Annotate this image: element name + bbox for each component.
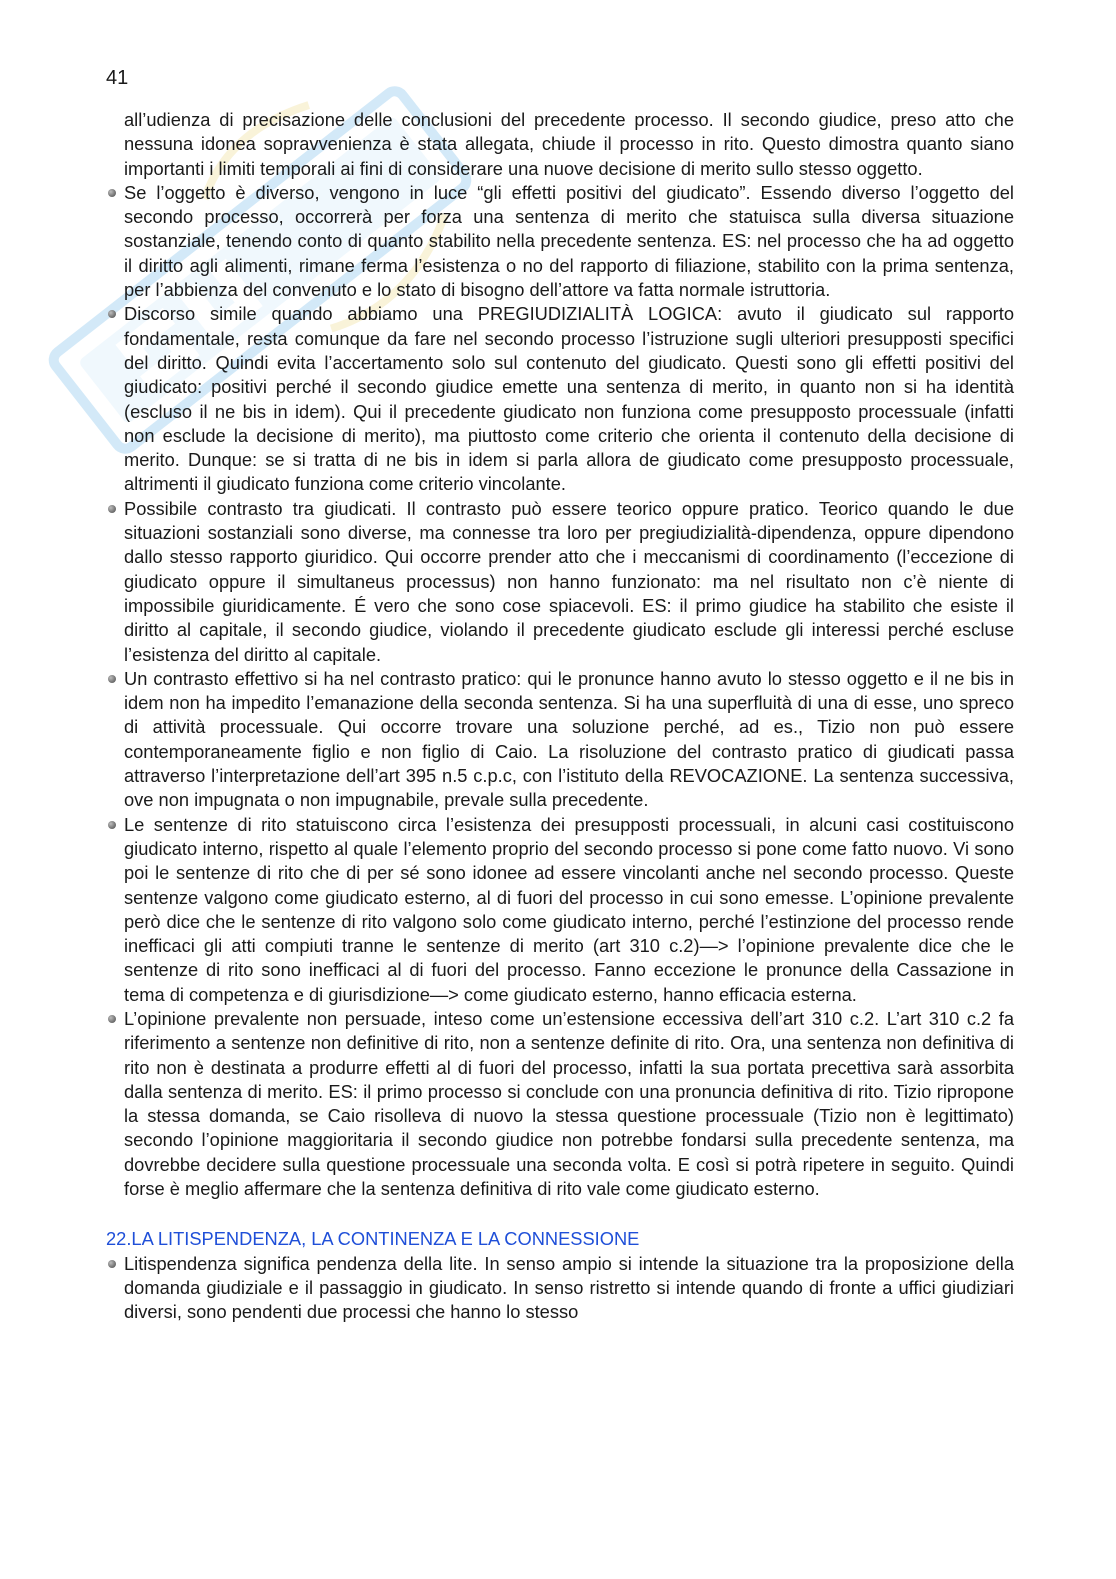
bullet-text: Discorso simile quando abbiamo una PREGIUDIZIALITÀ LOGICA: avuto il giudicato sul rapporto fondamentale, resta comunque da fare nel secondo processo l’istruzione sugli ulteriori presupposti specifici del diritto. Quindi evita l’accertamento solo sul contenuto del giudicato. Questi sono gli effetti positivi del giudicato: positivi perché il secondo giudice emette una sentenza di merito, in quanto non si ha identità (escluso il ne bis in idem). Qui il precedente giudicato non funziona come presupposto processuale (infatti non esclude la decisione di merito), ma piuttosto come criterio che orienta il contenuto della decisione di merito. Dunque: se si tratta di ne bis in idem si parla allora de giudicato come presupposto processuale, altrimenti il giudicato funziona come criterio vincolante. xyxy=(124,303,1014,495)
bullet-text: Se l’oggetto è diverso, vengono in luce “gli effetti positivi del giudicato”. Essendo diverso l’oggetto del secondo processo, occorrerà per forza una sentenza di merito che statuisca sulla diversa situazione sostanziale, tenendo conto di quanto stabilito nella precedente sentenza. ES: nel processo che ha ad oggetto il diritto agli alimenti, rimane ferma l’esistenza o no del rapporto di filiazione, stabilito con la prima sentenza, per l’abbienza del convenuto e lo stato di bisogno dell’attore va fatta normale istruttoria. xyxy=(124,181,1014,301)
bullet-icon xyxy=(108,1015,116,1023)
list-item xyxy=(106,302,1014,496)
bullet-icon xyxy=(108,310,116,318)
bullet-icon xyxy=(108,189,116,197)
list-item xyxy=(106,1007,1014,1201)
list-item xyxy=(106,181,1014,302)
bullet-text: Le sentenze di rito statuiscono circa l’esistenza dei presupposti processuali, in alcuni casi costituiscono giudicato interno, rispetto al quale l’elemento proprio del secondo processo si pone come fatto nuovo. Vi sono poi le sentenze di rito che di per sé sono idonee ad essere vincolanti anche nel secondo processo. Queste sentenze valgono come giudicato esterno, al di fuori del processo in cui sono emesse. L’opinione prevalente però dice che le sentenze di rito valgono solo come giudicato interno, perché l’estinzione del processo rende inefficaci gli atti compiuti tranne le sentenze di merito (art 310 c.2)—> l’opinione prevalente dice che le sentenze di rito sono inefficaci al di fuori del processo. Fanno eccezione le pronunce della Cassazione in tema di competenza e di giurisdizione—> come giudicato esterno, hanno efficacia esterna. xyxy=(124,813,1014,1005)
bullet-icon xyxy=(108,1260,116,1268)
page-number: 41 xyxy=(106,67,129,89)
bullet-text: Possibile contrasto tra giudicati. Il contrasto può essere teorico oppure pratico. Teorico quando le due situazioni sostanziali sono diverse, ma connesse tra loro per pregiudizialità-dipendenza, oppure dipendono dallo stesso rapporto giuridico. Qui occorre prender atto che i meccanismi di coordinamento (l’eccezione di giudicato oppure il simultaneus processus) non hanno funzionato: ma nel risultato non c’è niente di impossibile giuridicamente. É vero che sono cose spiacevoli. ES: il primo giudice ha stabilito che esiste il diritto al capitale, il secondo giudice, violando il precedente giudicato esclude gli interessi perché escluse l’esistenza del diritto al capitale. xyxy=(124,497,1014,665)
bullet-icon xyxy=(108,675,116,683)
bullet-text: Litispendenza significa pendenza della lite. In senso ampio si intende la situazione tra la proposizione della domanda giudiziale e il passaggio in giudicato. In senso ristretto si intende quando di fronte a uffici giudiziari diversi, sono pendenti due processi che hanno lo stesso xyxy=(124,1252,1014,1323)
bullet-list xyxy=(106,1252,1014,1325)
list-item xyxy=(106,497,1014,667)
bullet-text: Un contrasto effettivo si ha nel contrasto pratico: qui le pronunce hanno avuto lo stesso oggetto e il ne bis in idem non ha impedito l’emanazione della seconda sentenza. Si ha una superfluità di una di esse, uno spreco di attività processuale. Qui occorre trovare una soluzione perché, ad es., Tizio non può essere contemporaneamente figlio e non figlio di Caio. La risoluzione del contrasto pratico di giudicati passa attraverso l’interpretazione dell’art 395 n.5 c.p.c, con l’istituto della REVOCAZIONE. La sentenza successiva, ove non impugnata o non impugnabile, prevale sulla precedente. xyxy=(124,667,1014,811)
bullet-icon xyxy=(108,505,116,513)
bullet-icon xyxy=(108,821,116,829)
list-item xyxy=(106,813,1014,1007)
list-item xyxy=(106,1252,1014,1325)
section-heading: 22.LA LITISPENDENZA, LA CONTINENZA E LA CONNESSIONE xyxy=(106,1228,640,1250)
document-body xyxy=(106,108,1014,1325)
bullet-text: L’opinione prevalente non persuade, inteso come un’estensione eccessiva dell’art 310 c.2. L’art 310 c.2 fa riferimento a sentenze non definitive di rito, non a sentenze definite di rito. Ora, una sentenza non definitiva di rito non è destinata a produrre effetti al di fuori del processo, infatti la sua portata precettiva sarà assorbita dalla sentenza di merito. ES: il primo processo si conclude con una pronuncia definitiva di rito. Tizio ripropone la stessa domanda, se Caio risolleva di nuovo la stessa questione processuale (Tizio non è legittimato) secondo l’opinione maggioritaria il secondo giudice non potrebbe fondarsi sulla precedente sentenza, ma dovrebbe decidere sulla questione processuale una seconda volta. E così si potrà ripetere in seguito. Quindi forse è meglio affermare che la sentenza definitiva di rito vale come giudicato esterno. xyxy=(124,1007,1014,1200)
continued-paragraph: all’udienza di precisazione delle conclusioni del precedente processo. Il secondo giudice, preso atto che nessuna idonea sopravvenienza è stata allegata, chiude il processo in rito. Questo dimostra quanto siano importanti i limiti temporali ai fini di considerare una nuove decisione di merito sullo stesso oggetto. xyxy=(124,109,1014,179)
list-item xyxy=(106,667,1014,813)
bullet-list xyxy=(106,181,1014,1201)
